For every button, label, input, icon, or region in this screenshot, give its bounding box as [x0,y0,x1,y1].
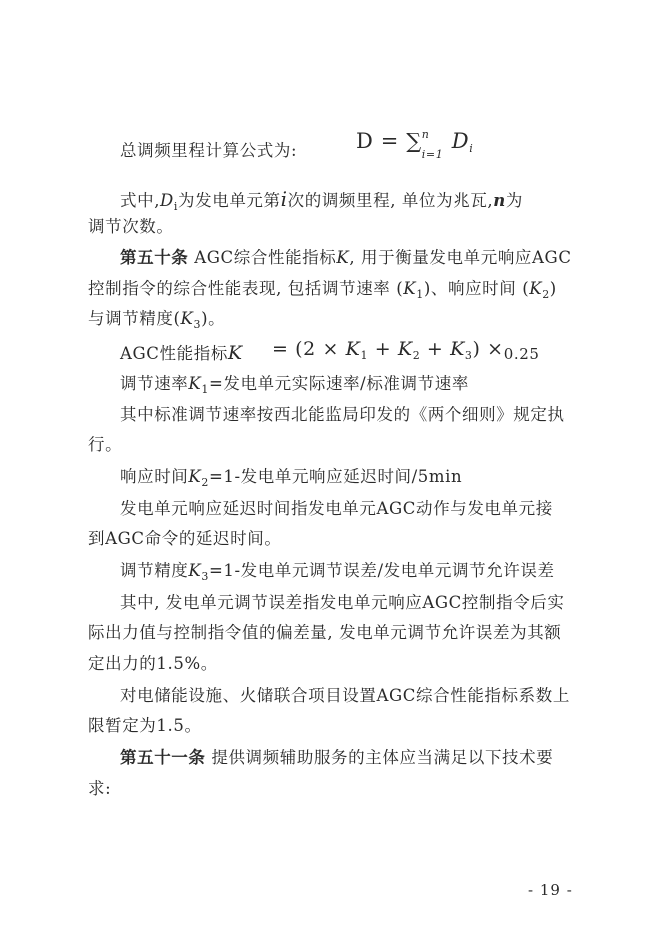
paragraph-line: 定出力的1.5%。 [88,654,218,673]
agc-index-formula-line: AGC性能指标K = $(2 \times K_1 + K_2 + K_3) \times_{0.25}$ [120,342,588,365]
paragraph-line: 其中, 发电单元调节误差指发电单元响应AGC控制指令后实 [120,593,565,612]
paragraph-line: 发电单元响应延迟时间指发电单元AGC动作与发电单元接 [120,499,553,518]
paragraph-line: 调节次数。 [88,217,174,236]
paragraph-line: 际出力值与控制指令值的偏差量, 发电单元调节允许误差为其额 [88,623,562,642]
paragraph-line: 求: [88,779,112,798]
paragraph-line: 控制指令的综合性能表现, 包括调节速率 $(K_1)$、响应时间 $(K_2)$ [88,279,557,301]
paragraph-line: 对电储能设施、火储联合项目设置AGC综合性能指标系数上 [120,686,570,705]
page-number: - 19 - [528,881,573,899]
article-51-heading: 第五十一条 [120,748,206,767]
paragraph-line: 到AGC命令的延迟时间。 [88,529,282,548]
article-50-line: 第五十条 AGC综合性能指标K, 用于衡量发电单元响应AGC [120,248,572,267]
paragraph-line: 限暂定为1.5。 [88,716,202,735]
paragraph-line: 调节速率$K_1=$发电单元实际速率/标准调节速率 [120,374,469,396]
paragraph-line: 调节精度$K_3=1-$发电单元调节误差/发电单元调节允许误差 [120,561,555,583]
paragraph-line: 响应时间$K_2=1-$发电单元响应延迟时间/5min [120,467,463,489]
formula-line-total-mileage [120,128,588,162]
paragraph-line: 与调节精度$(K_3)$。 [88,309,226,331]
paragraph-line: 式中$,D_i$为发电单元第i次的调频里程, 单位为兆瓦,n为 [120,187,523,213]
article-50-heading: 第五十条 [120,248,189,267]
article-51-line: 第五十一条 提供调频辅助服务的主体应当满足以下技术要 [120,748,554,767]
mileage-formula: D = ∑ n i=1 $D_i$ [356,128,474,161]
paragraph-line: 其中标准调节速率按西北能监局印发的《两个细则》规定执 [120,405,565,424]
paragraph-line: 行。 [88,435,123,454]
agc-index-formula: = $(2 \times K_1 + K_2 + K_3) \times_{0.25}$ [272,338,540,363]
formula-intro-text: 总调频里程计算公式为: [120,141,298,160]
